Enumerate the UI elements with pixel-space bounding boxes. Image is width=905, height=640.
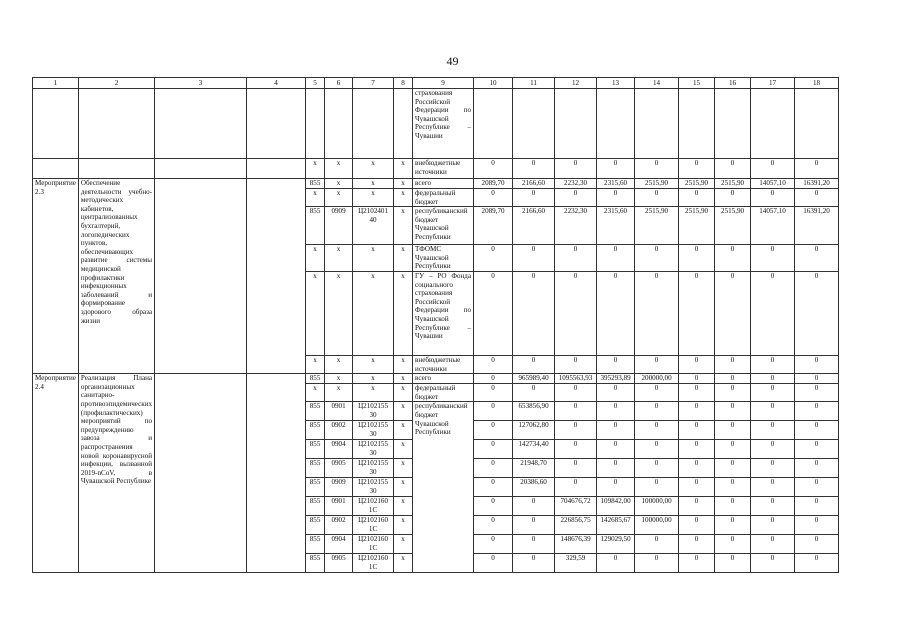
header-cell: 2 xyxy=(78,78,154,89)
table-cell: 855 xyxy=(306,535,325,554)
table-cell: х xyxy=(325,384,353,402)
value-cell: 0 xyxy=(679,478,715,497)
value-cell: 0 xyxy=(795,189,839,207)
table-cell: Ц2102155 30 xyxy=(353,478,394,497)
value-cell: 0 xyxy=(513,497,555,516)
empty-cell xyxy=(247,179,306,374)
table-cell: х xyxy=(306,189,325,207)
empty-cell xyxy=(247,159,306,179)
header-cell: 4 xyxy=(247,78,306,89)
source-cell: ГУ – РО Фонда социального страхования Российской Федерации по Чувашской Республике – Чувашии xyxy=(413,271,474,355)
header-cell: 7 xyxy=(353,78,394,89)
source-cell: ТФОМС Чувашской Республики xyxy=(413,245,474,272)
table-cell: Ц2102160 1С xyxy=(353,497,394,516)
source-cell: республиканский бюджет Чувашской Республики xyxy=(413,402,474,573)
empty-cell xyxy=(555,89,597,159)
table-cell: 0904 xyxy=(325,535,353,554)
table-cell: 855 xyxy=(306,402,325,421)
value-cell: 0 xyxy=(597,402,635,421)
table-cell: Ц2102401 40 xyxy=(353,207,394,245)
value-cell: 0 xyxy=(513,159,555,179)
table-cell: Ц2102160 1С xyxy=(353,535,394,554)
value-cell: 0 xyxy=(635,355,679,373)
value-cell: 20386,60 xyxy=(513,478,555,497)
table-cell: 855 xyxy=(306,179,325,189)
value-cell: 0 xyxy=(635,271,679,355)
table-cell: х xyxy=(353,355,394,373)
value-cell: 2515,90 xyxy=(679,179,715,189)
source-cell: федеральный бюджет xyxy=(413,189,474,207)
table-cell: 855 xyxy=(306,421,325,440)
value-cell: 0 xyxy=(679,440,715,459)
value-cell: 0 xyxy=(679,374,715,384)
value-cell: 0 xyxy=(679,384,715,402)
value-cell: 2515,90 xyxy=(635,207,679,245)
empty-cell xyxy=(78,159,154,179)
table-cell: х xyxy=(394,440,413,459)
empty-cell xyxy=(155,159,247,179)
value-cell: 0 xyxy=(679,159,715,179)
value-cell: 0 xyxy=(715,355,751,373)
value-cell: 0 xyxy=(795,374,839,384)
header-cell: 13 xyxy=(597,78,635,89)
value-cell: 0 xyxy=(715,516,751,535)
value-cell: 0 xyxy=(795,440,839,459)
value-cell: 0 xyxy=(597,478,635,497)
header-cell: 10 xyxy=(474,78,513,89)
table-cell: х xyxy=(394,355,413,373)
value-cell: 395293,89 xyxy=(597,374,635,384)
table-cell: Ц2102155 30 xyxy=(353,440,394,459)
value-cell: 0 xyxy=(474,384,513,402)
value-cell: 0 xyxy=(597,189,635,207)
empty-cell xyxy=(635,89,679,159)
value-cell: 2089,70 xyxy=(474,207,513,245)
value-cell: 0 xyxy=(513,271,555,355)
value-cell: 0 xyxy=(715,554,751,573)
value-cell: 21948,70 xyxy=(513,459,555,478)
value-cell: 142685,67 xyxy=(597,516,635,535)
value-cell: 704676,72 xyxy=(555,497,597,516)
table-cell: х xyxy=(306,271,325,355)
value-cell: 2515,90 xyxy=(635,179,679,189)
header-cell: 8 xyxy=(394,78,413,89)
value-cell: 0 xyxy=(795,402,839,421)
value-cell: 2089,70 xyxy=(474,179,513,189)
value-cell: 0 xyxy=(555,384,597,402)
empty-cell xyxy=(78,89,154,159)
table-row xyxy=(33,374,839,384)
source-cell: всего xyxy=(413,179,474,189)
empty-cell xyxy=(679,89,715,159)
table-cell: х xyxy=(325,159,353,179)
source-cell: внебюджетные источники xyxy=(413,159,474,179)
value-cell: 0 xyxy=(474,189,513,207)
header-cell: 1 xyxy=(33,78,79,89)
value-cell: 16391,20 xyxy=(795,179,839,189)
value-cell: 0 xyxy=(751,384,795,402)
table-cell: х xyxy=(353,159,394,179)
table-cell: х xyxy=(353,384,394,402)
value-cell: 0 xyxy=(795,516,839,535)
value-cell: 965989,40 xyxy=(513,374,555,384)
value-cell: 148676,39 xyxy=(555,535,597,554)
value-cell: 16391,20 xyxy=(795,207,839,245)
header-cell: 14 xyxy=(635,78,679,89)
value-cell: 0 xyxy=(555,478,597,497)
value-cell: 0 xyxy=(635,421,679,440)
value-cell: 0 xyxy=(474,271,513,355)
value-cell: 0 xyxy=(474,459,513,478)
value-cell: 0 xyxy=(715,478,751,497)
table-cell: 855 xyxy=(306,374,325,384)
value-cell: 0 xyxy=(474,245,513,272)
empty-cell xyxy=(306,89,325,159)
value-cell: 0 xyxy=(597,440,635,459)
value-cell: 0 xyxy=(751,497,795,516)
value-cell: 1095563,93 xyxy=(555,374,597,384)
table-cell: х xyxy=(394,384,413,402)
value-cell: 0 xyxy=(635,554,679,573)
empty-cell xyxy=(394,89,413,159)
value-cell: 0 xyxy=(597,355,635,373)
table-cell: х xyxy=(325,374,353,384)
table-cell: х xyxy=(306,384,325,402)
value-cell: 0 xyxy=(513,554,555,573)
empty-cell xyxy=(715,89,751,159)
table-cell: х xyxy=(306,355,325,373)
value-cell: 0 xyxy=(751,535,795,554)
empty-cell xyxy=(325,89,353,159)
empty-cell xyxy=(247,374,306,573)
value-cell: 0 xyxy=(715,189,751,207)
table-cell: х xyxy=(394,374,413,384)
value-cell: 0 xyxy=(795,245,839,272)
table-cell: х xyxy=(394,554,413,573)
table-cell: Ц2102155 30 xyxy=(353,421,394,440)
value-cell: 0 xyxy=(474,535,513,554)
value-cell: 0 xyxy=(679,554,715,573)
table-cell: 0901 xyxy=(325,402,353,421)
table-cell: 0905 xyxy=(325,554,353,573)
value-cell: 0 xyxy=(795,421,839,440)
value-cell: 0 xyxy=(751,421,795,440)
value-cell: 2315,60 xyxy=(597,207,635,245)
table-cell: Ц2102155 30 xyxy=(353,459,394,478)
value-cell: 0 xyxy=(751,516,795,535)
table-cell: х xyxy=(353,179,394,189)
table-cell: х xyxy=(394,245,413,272)
empty-cell xyxy=(751,89,795,159)
value-cell: 0 xyxy=(795,535,839,554)
value-cell: 0 xyxy=(474,497,513,516)
header-cell: 16 xyxy=(715,78,751,89)
value-cell: 0 xyxy=(751,440,795,459)
value-cell: 0 xyxy=(635,245,679,272)
value-cell: 0 xyxy=(751,159,795,179)
value-cell: 0 xyxy=(555,271,597,355)
value-cell: 329,59 xyxy=(555,554,597,573)
table-cell: Ц2102155 30 xyxy=(353,402,394,421)
source-cell: страхования Российской Федерации по Чувашской Республике – Чувашии xyxy=(413,89,474,159)
value-cell: 0 xyxy=(635,189,679,207)
value-cell: 0 xyxy=(795,478,839,497)
value-cell: 0 xyxy=(555,421,597,440)
header-cell: 6 xyxy=(325,78,353,89)
continuation-row xyxy=(33,89,839,159)
table-cell: х xyxy=(306,159,325,179)
table-cell: х xyxy=(394,271,413,355)
header-cell: 12 xyxy=(555,78,597,89)
value-cell: 0 xyxy=(751,245,795,272)
table-cell: Ц2102160 1С xyxy=(353,516,394,535)
value-cell: 0 xyxy=(715,459,751,478)
table-cell: х xyxy=(394,535,413,554)
value-cell: 0 xyxy=(513,384,555,402)
table-cell: Ц2102160 1С xyxy=(353,554,394,573)
table-cell: х xyxy=(353,189,394,207)
table-cell: 855 xyxy=(306,440,325,459)
table-cell: 0901 xyxy=(325,497,353,516)
value-cell: 0 xyxy=(635,459,679,478)
value-cell: 0 xyxy=(597,459,635,478)
value-cell: 0 xyxy=(597,159,635,179)
table-cell: х xyxy=(394,459,413,478)
table-cell: х xyxy=(325,245,353,272)
table-cell: х xyxy=(394,478,413,497)
value-cell: 0 xyxy=(679,271,715,355)
header-cell: 15 xyxy=(679,78,715,89)
table-cell: х xyxy=(394,497,413,516)
value-cell: 0 xyxy=(715,535,751,554)
header-cell: 18 xyxy=(795,78,839,89)
value-cell: 2232,30 xyxy=(555,179,597,189)
value-cell: 0 xyxy=(474,516,513,535)
value-cell: 0 xyxy=(474,355,513,373)
value-cell: 0 xyxy=(795,497,839,516)
table-cell: х xyxy=(353,374,394,384)
value-cell: 0 xyxy=(751,478,795,497)
empty-cell xyxy=(795,89,839,159)
source-cell: республиканский бюджет Чувашской Республики xyxy=(413,207,474,245)
value-cell: 0 xyxy=(513,355,555,373)
table-cell: х xyxy=(394,159,413,179)
header-cell: 11 xyxy=(513,78,555,89)
empty-cell xyxy=(247,89,306,159)
value-cell: 0 xyxy=(555,440,597,459)
value-cell: 2166,60 xyxy=(513,179,555,189)
value-cell: 0 xyxy=(635,159,679,179)
source-cell: внебюджетные источники xyxy=(413,355,474,373)
value-cell: 0 xyxy=(679,516,715,535)
value-cell: 653856,90 xyxy=(513,402,555,421)
table-cell: х xyxy=(394,402,413,421)
empty-cell xyxy=(155,374,247,573)
header-row xyxy=(33,78,839,89)
value-cell: 0 xyxy=(597,554,635,573)
table-cell: х xyxy=(325,179,353,189)
value-cell: 0 xyxy=(635,440,679,459)
value-cell: 0 xyxy=(715,440,751,459)
header-cell: 9 xyxy=(413,78,474,89)
table-cell: 855 xyxy=(306,207,325,245)
table-row xyxy=(33,179,839,189)
empty-cell xyxy=(33,89,79,159)
table-cell: 855 xyxy=(306,497,325,516)
value-cell: 0 xyxy=(715,384,751,402)
value-cell: 14057,10 xyxy=(751,179,795,189)
value-cell: 0 xyxy=(555,159,597,179)
value-cell: 2315,60 xyxy=(597,179,635,189)
value-cell: 0 xyxy=(513,516,555,535)
value-cell: 0 xyxy=(513,535,555,554)
table-cell: х xyxy=(394,421,413,440)
value-cell: 0 xyxy=(597,245,635,272)
value-cell: 0 xyxy=(474,159,513,179)
value-cell: 0 xyxy=(679,355,715,373)
value-cell: 0 xyxy=(679,459,715,478)
header-cell: 17 xyxy=(751,78,795,89)
value-cell: 100000,00 xyxy=(635,497,679,516)
empty-cell xyxy=(33,159,79,179)
value-cell: 0 xyxy=(474,440,513,459)
value-cell: 0 xyxy=(795,355,839,373)
table-cell: 0909 xyxy=(325,478,353,497)
value-cell: 0 xyxy=(555,459,597,478)
value-cell: 0 xyxy=(474,478,513,497)
value-cell: 0 xyxy=(679,497,715,516)
table-cell: 0902 xyxy=(325,421,353,440)
value-cell: 0 xyxy=(679,189,715,207)
table-cell: х xyxy=(394,189,413,207)
value-cell: 0 xyxy=(715,271,751,355)
value-cell: 0 xyxy=(715,245,751,272)
budget-table xyxy=(32,77,839,573)
value-cell: 0 xyxy=(679,535,715,554)
value-cell: 0 xyxy=(474,554,513,573)
header-cell: 5 xyxy=(306,78,325,89)
empty-cell xyxy=(353,89,394,159)
value-cell: 0 xyxy=(715,497,751,516)
value-cell: 0 xyxy=(751,459,795,478)
value-cell: 0 xyxy=(635,535,679,554)
table-cell: 855 xyxy=(306,554,325,573)
table-cell: х xyxy=(306,245,325,272)
table-cell: 0904 xyxy=(325,440,353,459)
table-cell: х xyxy=(325,355,353,373)
value-cell: 0 xyxy=(795,271,839,355)
value-cell: 0 xyxy=(474,402,513,421)
value-cell: 0 xyxy=(795,554,839,573)
value-cell: 0 xyxy=(635,384,679,402)
value-cell: 0 xyxy=(679,245,715,272)
value-cell: 0 xyxy=(715,374,751,384)
table-cell: х xyxy=(353,271,394,355)
value-cell: 0 xyxy=(555,402,597,421)
continuation-row xyxy=(33,159,839,179)
value-cell: 0 xyxy=(597,384,635,402)
value-cell: 0 xyxy=(513,189,555,207)
value-cell: 0 xyxy=(751,402,795,421)
table-cell: 855 xyxy=(306,478,325,497)
value-cell: 0 xyxy=(635,478,679,497)
value-cell: 2166,60 xyxy=(513,207,555,245)
value-cell: 0 xyxy=(795,459,839,478)
value-cell: 0 xyxy=(751,374,795,384)
value-cell: 0 xyxy=(795,159,839,179)
value-cell: 0 xyxy=(751,271,795,355)
page-number: 49 xyxy=(446,54,459,68)
value-cell: 0 xyxy=(635,402,679,421)
value-cell: 14057,10 xyxy=(751,207,795,245)
value-cell: 0 xyxy=(715,402,751,421)
table-cell: 0905 xyxy=(325,459,353,478)
value-cell: 100000,00 xyxy=(635,516,679,535)
value-cell: 2515,90 xyxy=(715,207,751,245)
empty-cell xyxy=(597,89,635,159)
value-cell: 0 xyxy=(795,384,839,402)
measure-label: Мероприятие 2.4 xyxy=(33,374,79,573)
value-cell: 0 xyxy=(597,421,635,440)
value-cell: 0 xyxy=(474,374,513,384)
value-cell: 0 xyxy=(513,245,555,272)
table-cell: х xyxy=(325,271,353,355)
value-cell: 0 xyxy=(715,421,751,440)
value-cell: 0 xyxy=(751,355,795,373)
value-cell: 0 xyxy=(751,189,795,207)
value-cell: 0 xyxy=(555,355,597,373)
value-cell: 0 xyxy=(715,159,751,179)
table-cell: х xyxy=(394,516,413,535)
value-cell: 129029,50 xyxy=(597,535,635,554)
header-cell: 3 xyxy=(155,78,247,89)
value-cell: 0 xyxy=(474,421,513,440)
empty-cell xyxy=(513,89,555,159)
value-cell: 0 xyxy=(679,402,715,421)
value-cell: 127062,80 xyxy=(513,421,555,440)
value-cell: 200000,00 xyxy=(635,374,679,384)
value-cell: 226856,75 xyxy=(555,516,597,535)
value-cell: 0 xyxy=(751,554,795,573)
measure-label: Мероприятие 2.3 xyxy=(33,179,79,374)
measure-description: Реализация Плана организационных санитарно-противоэпидемических (профилактических) мероприятий по предупреждению завоза и распространения новой коронавирусной инфекции, вызванной 2019-nCoV, в Чувашской Республике xyxy=(78,374,154,573)
value-cell: 109842,00 xyxy=(597,497,635,516)
value-cell: 2515,90 xyxy=(679,207,715,245)
measure-description: Обеспечение деятельности учебно-методических кабинетов, централизованных бухгалтерий, логопедических пунктов, обеспечивающих развитие системы медицинской профилактики инфекционных заболеваний и формирование здорового образа жизни xyxy=(78,179,154,374)
value-cell: 2232,30 xyxy=(555,207,597,245)
value-cell: 142734,40 xyxy=(513,440,555,459)
value-cell: 0 xyxy=(679,421,715,440)
table-cell: х xyxy=(353,245,394,272)
value-cell: 0 xyxy=(597,271,635,355)
table-cell: 855 xyxy=(306,459,325,478)
table-cell: 0909 xyxy=(325,207,353,245)
value-cell: 2515,90 xyxy=(715,179,751,189)
empty-cell xyxy=(474,89,513,159)
source-cell: всего xyxy=(413,374,474,384)
empty-cell xyxy=(155,179,247,374)
table-cell: 855 xyxy=(306,516,325,535)
table-cell: х xyxy=(394,207,413,245)
empty-cell xyxy=(155,89,247,159)
source-cell: федеральный бюджет xyxy=(413,384,474,402)
table-cell: х xyxy=(325,189,353,207)
value-cell: 0 xyxy=(555,245,597,272)
table-cell: 0902 xyxy=(325,516,353,535)
table-cell: х xyxy=(394,179,413,189)
value-cell: 0 xyxy=(555,189,597,207)
